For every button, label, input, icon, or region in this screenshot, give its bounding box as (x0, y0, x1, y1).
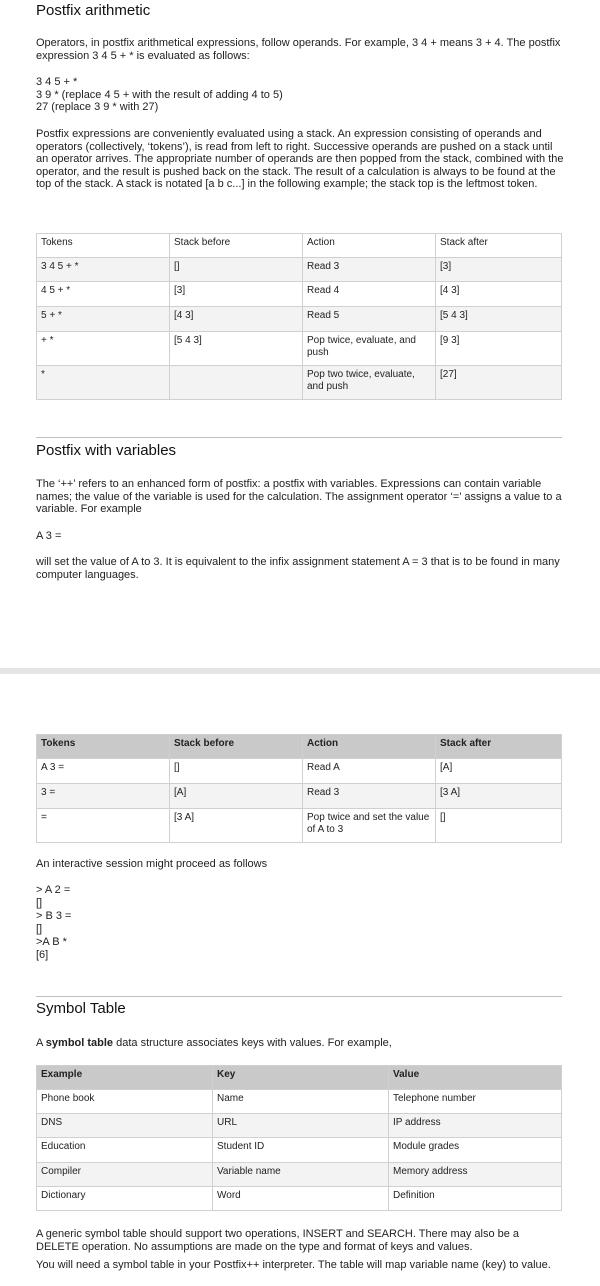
section-title-symbol-table: Symbol Table (36, 1000, 126, 1017)
symbol-table-intro (36, 1037, 564, 1050)
table-cell: Pop twice and set the value of A to 3 (303, 809, 436, 843)
section-title-postfix-arithmetic: Postfix arithmetic (36, 2, 151, 19)
table-header: Key (213, 1066, 389, 1090)
table-row (37, 258, 562, 282)
table-cell: 3 = (37, 784, 170, 809)
section-divider (36, 996, 562, 997)
table-header: Stack before (170, 234, 303, 258)
assignment-example: A 3 = (36, 530, 62, 542)
table-header: Example (37, 1066, 213, 1090)
table-cell: [5 4 3] (170, 332, 303, 366)
symbol-table-examples (36, 1065, 562, 1211)
session-line: [6] (36, 949, 49, 961)
table-cell: [9 3] (436, 332, 562, 366)
table-cell: Telephone number (389, 1090, 562, 1114)
table-cell: Read 5 (303, 307, 436, 332)
table-cell: 5 + * (37, 307, 170, 332)
symbol-table-operations: A generic symbol table should support two operations, INSERT and SEARCH. There may also be a DELETE operation. No assumptions are made on the type and format of keys and values. (36, 1228, 520, 1253)
table-row (37, 1163, 562, 1187)
table-cell: Read 3 (303, 258, 436, 282)
session-line: > B 3 = (36, 910, 72, 922)
table-header: Stack after (436, 234, 562, 258)
table-header: Tokens (37, 735, 170, 759)
table-header: Action (303, 234, 436, 258)
session-line: [] (36, 897, 43, 909)
table-cell (170, 366, 303, 400)
table-row (37, 759, 562, 784)
table-cell: Module grades (389, 1138, 562, 1163)
table-cell: Pop twice, evaluate, and push (303, 332, 436, 366)
table-cell: [] (170, 759, 303, 784)
table-cell: Compiler (37, 1163, 213, 1187)
table-cell: A 3 = (37, 759, 170, 784)
evaluation-table (36, 233, 562, 400)
session-line: >A B * (36, 936, 67, 948)
variables-paragraph: The ‘++’ refers to an enhanced form of postfix: a postfix with variables. Expressions can contain variable names; the value of the variable is used for the calculation. The assignment operator ‘=’ assigns a value to a variable. For example (36, 478, 562, 515)
table-cell: [3] (170, 282, 303, 307)
intro-text: data structure associates keys with values. For example, (113, 1037, 392, 1049)
interactive-session (36, 884, 564, 962)
table-cell: [3 A] (170, 809, 303, 843)
table-cell: 3 4 5 + * (37, 258, 170, 282)
session-line: > A 2 = (36, 884, 71, 896)
table-header: Tokens (37, 234, 170, 258)
table-cell: = (37, 809, 170, 843)
page-2 (0, 674, 600, 1286)
assignment-explanation: will set the value of A to 3. It is equivalent to the infix assignment statement A = 3 that is to be found in many computer languages. (36, 556, 560, 581)
table-row (37, 809, 562, 843)
table-cell: + * (37, 332, 170, 366)
table-cell: IP address (389, 1114, 562, 1138)
table-cell: [3] (436, 258, 562, 282)
table-cell: [27] (436, 366, 562, 400)
table-row (37, 332, 562, 366)
table-row (37, 1090, 562, 1114)
table-header: Value (389, 1066, 562, 1090)
table-cell: Education (37, 1138, 213, 1163)
table-cell: Definition (389, 1187, 562, 1211)
section-divider (36, 437, 562, 438)
table-cell: Pop two twice, evaluate, and push (303, 366, 436, 400)
eval-line: 27 (replace 3 9 * with 27) (36, 101, 159, 113)
table-row (37, 366, 562, 400)
table-cell: [3 A] (436, 784, 562, 809)
table-row (37, 282, 562, 307)
session-intro: An interactive session might proceed as follows (36, 858, 268, 870)
table-cell: [] (436, 809, 562, 843)
table-cell: Name (213, 1090, 389, 1114)
table-cell: Student ID (213, 1138, 389, 1163)
table-cell: * (37, 366, 170, 400)
table-row (37, 784, 562, 809)
intro-term: symbol table (45, 1037, 114, 1049)
table-row (37, 1187, 562, 1211)
intro-text: A (36, 1037, 46, 1049)
table-header: Stack before (170, 735, 303, 759)
table-cell: Phone book (37, 1090, 213, 1114)
table-cell: [A] (436, 759, 562, 784)
table-cell: Word (213, 1187, 389, 1211)
table-cell: [4 3] (170, 307, 303, 332)
eval-line: 3 4 5 + * (36, 76, 78, 88)
table-cell: [A] (170, 784, 303, 809)
intro-paragraph: Operators, in postfix arithmetical expressions, follow operands. For example, 3 4 + means 3 + 4. The postfix expression 3 4 5 + * is evaluated as follows: (36, 37, 561, 62)
table-cell: Variable name (213, 1163, 389, 1187)
table-cell: Memory address (389, 1163, 562, 1187)
table-cell: DNS (37, 1114, 213, 1138)
session-line: [] (36, 923, 43, 935)
stack-paragraph: Postfix expressions are conveniently evaluated using a stack. An expression consisting of operands and operators (collectively, ‘tokens’), is read from left to right. Successive operands are pushed on a stack until an operator arrives. The appropriate number of operands are then popped from the stack, combined with the operator, and the result is pushed back on the stack. The result of a calculation is always to be found at the top of the stack. A stack is notated [a b c...] in the following example; the stack top is the leftmost token. (36, 128, 564, 190)
section-title-postfix-variables: Postfix with variables (36, 442, 177, 459)
table-row (37, 307, 562, 332)
table-cell: 4 5 + * (37, 282, 170, 307)
eval-line: 3 9 * (replace 4 5 + with the result of adding 4 to 5) (36, 88, 283, 101)
table-row (37, 1114, 562, 1138)
table-cell: [5 4 3] (436, 307, 562, 332)
table-cell: URL (213, 1114, 389, 1138)
table-cell: Read A (303, 759, 436, 784)
table-header: Stack after (436, 735, 562, 759)
table-cell: Read 4 (303, 282, 436, 307)
table-cell: [4 3] (436, 282, 562, 307)
evaluation-steps (36, 76, 564, 114)
symbol-table-usage: You will need a symbol table in your Postfix++ interpreter. The table will map variable name (key) to value. (36, 1259, 551, 1271)
assignment-table (36, 734, 562, 843)
table-cell: Read 3 (303, 784, 436, 809)
table-cell: Dictionary (37, 1187, 213, 1211)
table-row (37, 1138, 562, 1163)
table-header: Action (303, 735, 436, 759)
table-cell: [] (170, 258, 303, 282)
